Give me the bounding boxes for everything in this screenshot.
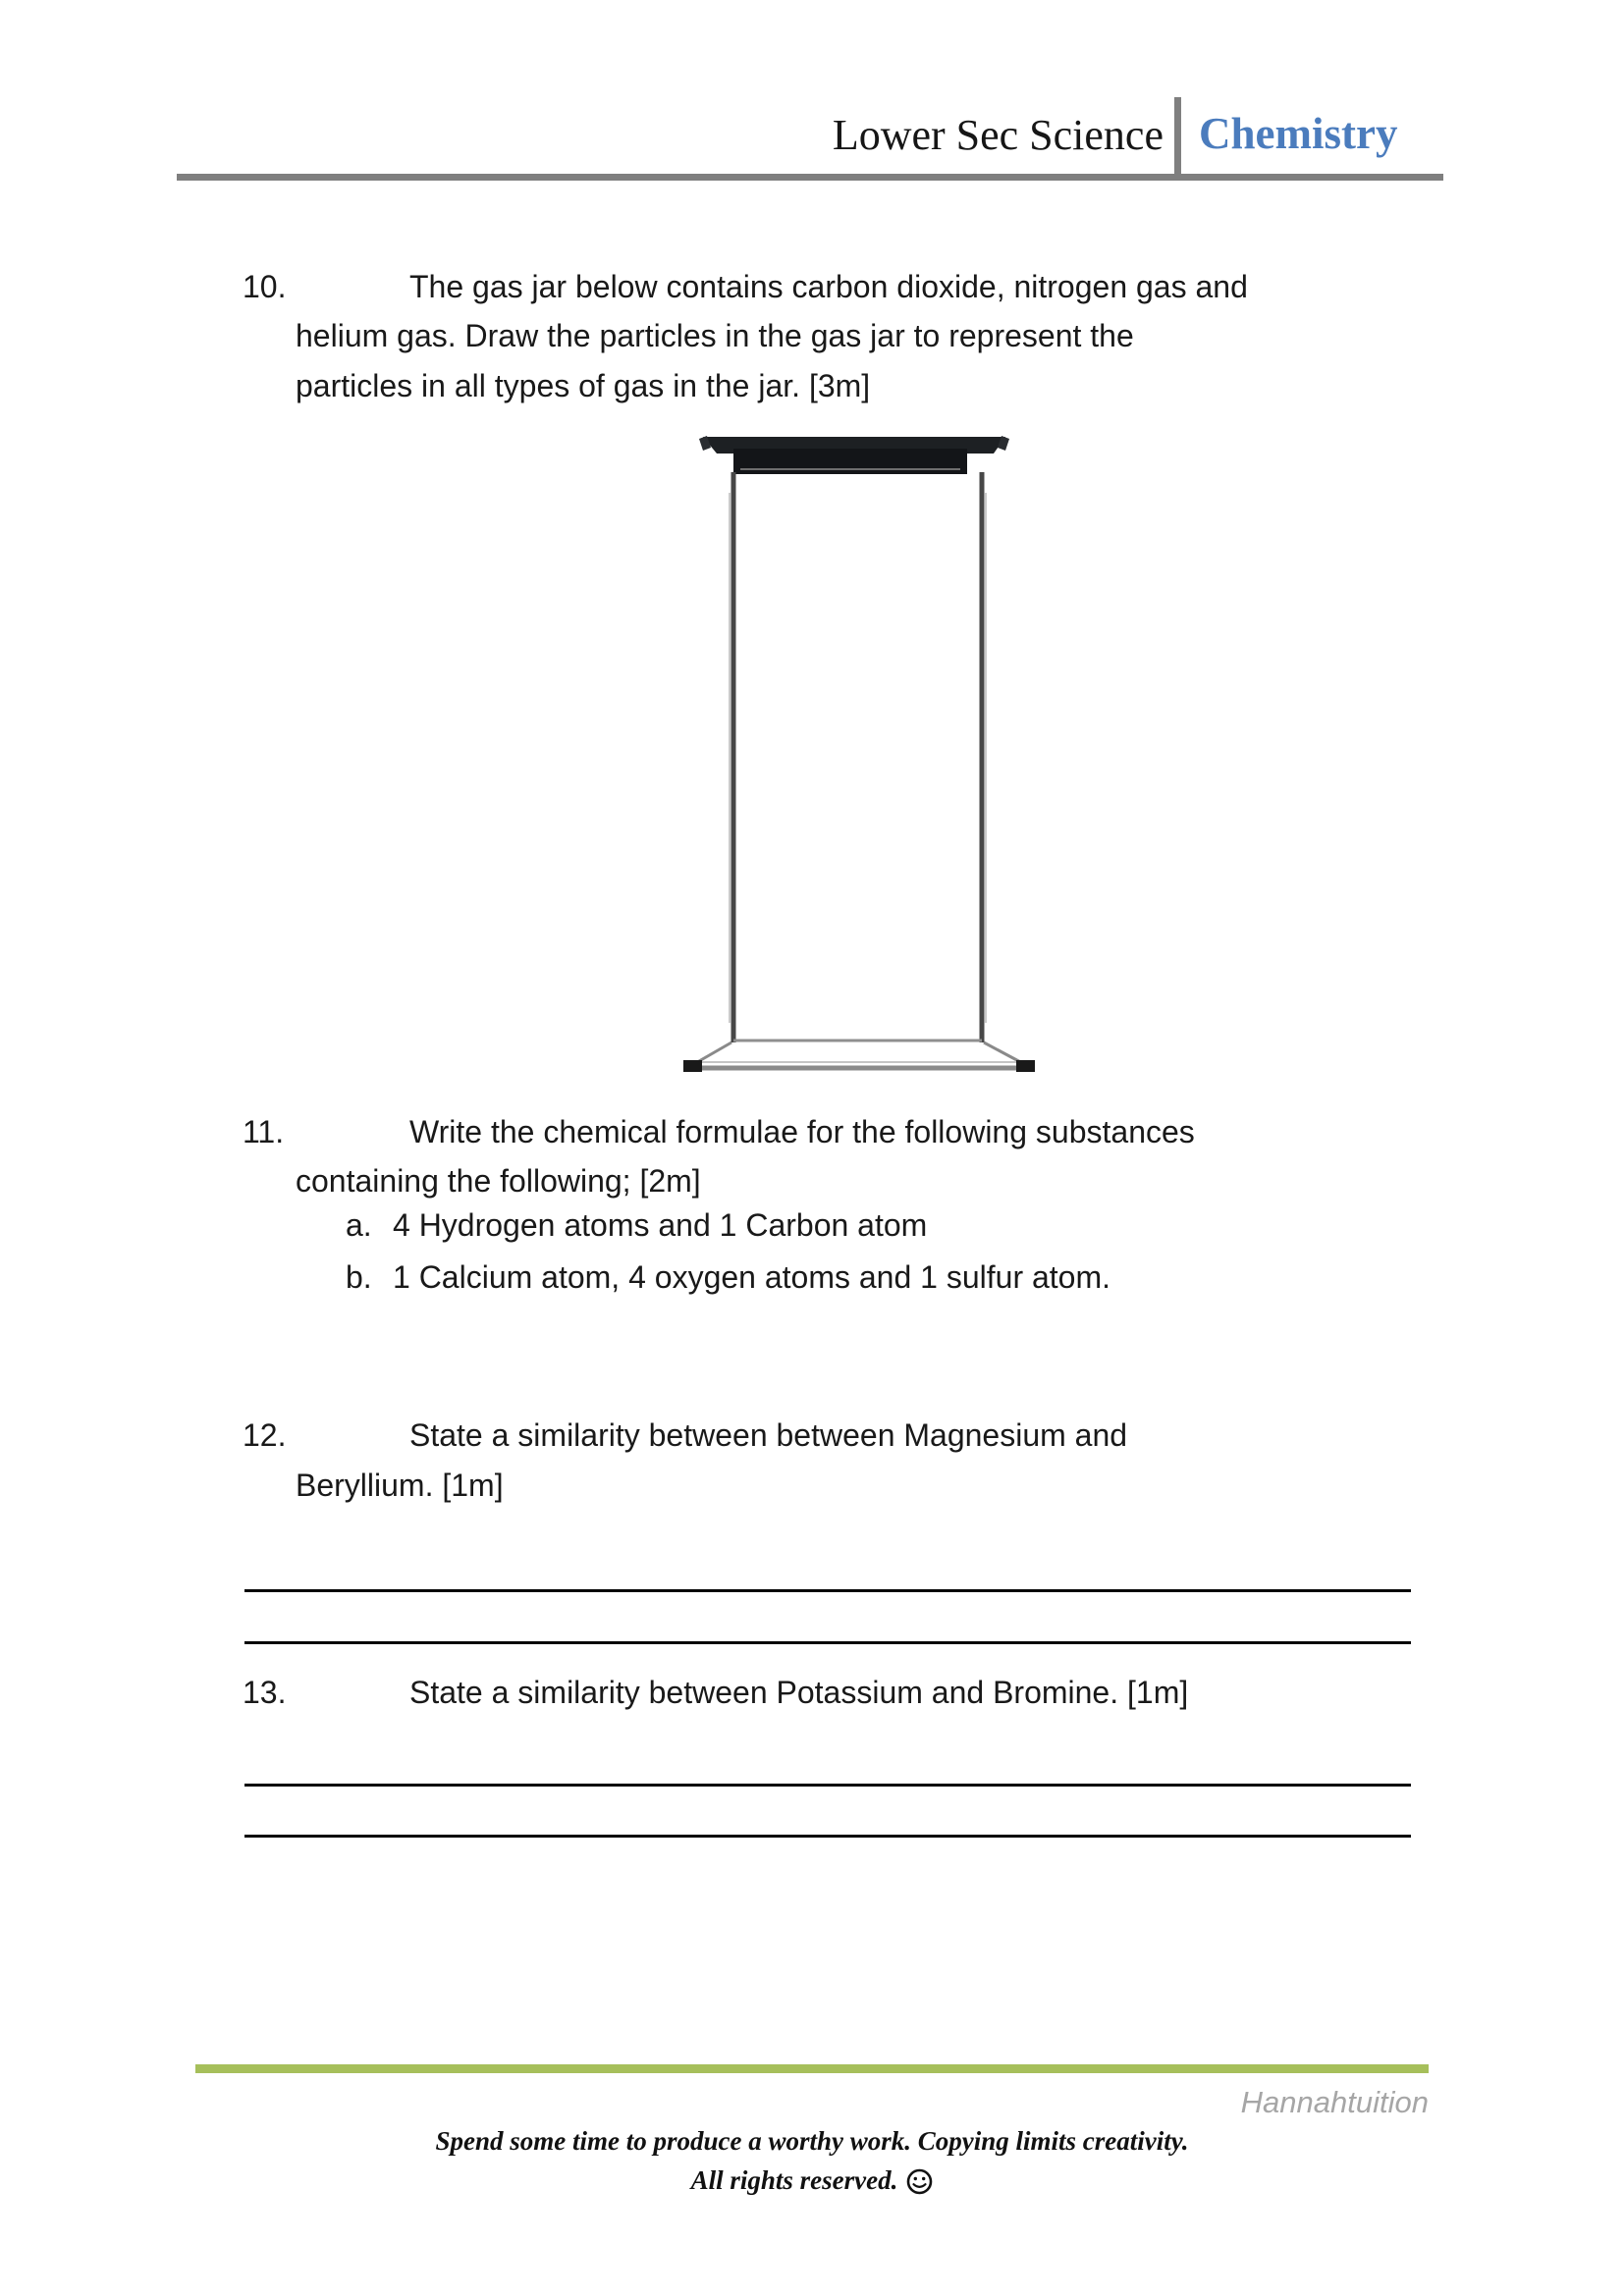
footer-quote-line1: Spend some time to produce a worthy work. Copying limits creativity. (435, 2126, 1189, 2156)
header-subject-title: Lower Sec Science (832, 111, 1164, 159)
header-vertical-divider (1174, 97, 1181, 181)
footer-quote-line2 (0, 2167, 1624, 2200)
question-11-number: 11. (243, 1114, 285, 1149)
question-10-line: helium gas. Draw the particles in the gas jar to represent the (296, 318, 1134, 353)
answer-line (244, 1835, 1411, 1838)
header-rule (177, 174, 1443, 181)
question-11-item-b-label: b. (346, 1259, 372, 1295)
question-11-item-a-label: a. (346, 1207, 372, 1243)
footer-brand: Hannahtuition (1240, 2085, 1429, 2119)
footer-accent-bar (195, 2064, 1429, 2073)
question-11-line: Write the chemical formulae for the following substances (409, 1114, 1195, 1149)
smiley-face-icon (906, 2168, 933, 2200)
footer-rights-text: All rights reserved. (690, 2165, 898, 2195)
gas-jar-figure (677, 434, 1041, 1078)
question-10-line: The gas jar below contains carbon dioxide, nitrogen gas and (409, 269, 1248, 304)
question-11-item-a-text: 4 Hydrogen atoms and 1 Carbon atom (393, 1207, 928, 1243)
question-12-number: 12. (243, 1417, 287, 1453)
question-11-item-b-text: 1 Calcium atom, 4 oxygen atoms and 1 sulfur atom. (393, 1259, 1111, 1295)
question-12-line: State a similarity between between Magnesium and (409, 1417, 1128, 1453)
question-13-line: State a similarity between Potassium and Bromine. [1m] (409, 1675, 1189, 1710)
question-10-line: particles in all types of gas in the jar. [3m] (296, 368, 871, 403)
question-10-number: 10. (243, 269, 287, 304)
header-topic-title: Chemistry (1199, 109, 1398, 158)
question-12-line: Beryllium. [1m] (296, 1468, 504, 1503)
question-13-number: 13. (243, 1675, 287, 1710)
answer-line (244, 1784, 1411, 1787)
answer-line (244, 1589, 1411, 1592)
question-11-line: containing the following; [2m] (296, 1163, 701, 1199)
answer-line (244, 1641, 1411, 1644)
gas-jar-icon (677, 434, 1041, 1078)
